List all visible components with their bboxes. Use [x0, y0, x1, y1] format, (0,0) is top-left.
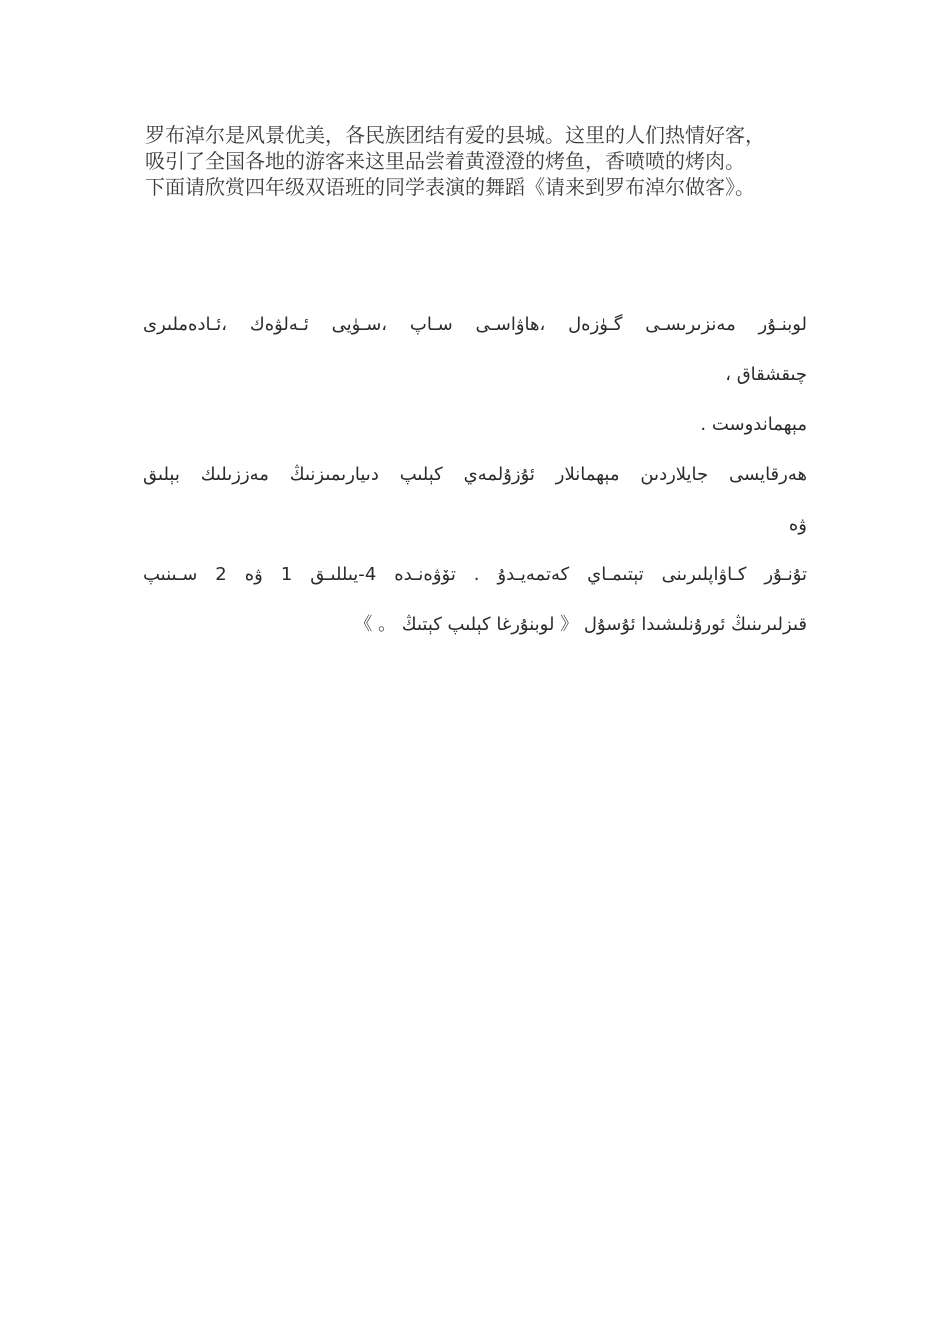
uyghur-line-2: چىقشقاق ،	[725, 364, 807, 385]
uyghur-line-6: تۇنـۇر كـاۋاپلىرىنى تېتىمـاي كەتمەيـدۇ . تۆۋەنـدە 4-يىللىـق 1 ۋە 2 سـىنىپ	[143, 564, 808, 585]
chinese-line-1: 罗布淖尔是风景优美，各民族团结有爱的县城。这里的人们热情好客，	[145, 123, 765, 147]
uyghur-paragraph	[143, 305, 807, 655]
chinese-line-3: 下面请欣赏四年级双语班的同学表演的舞蹈《请来到罗布淖尔做客》。	[145, 175, 755, 199]
uyghur-line-4: ھەرقايسى جايلاردىن مېھمانلار ئۇزۇلمەي كېلىپ دىيارىمىزنىڭ مەززىلىك بېلىق	[143, 464, 807, 485]
uyghur-line-1: لوبنـۇر مەنزىرىسـى گـۈزەل ،ھاۋاسـى سـاپ ،سـۈيى ئـەلۋەك ،ئـادەملىرى	[143, 314, 807, 335]
chinese-paragraph	[145, 122, 835, 200]
chinese-line-2: 吸引了全国各地的游客来这里品尝着黄澄澄的烤鱼，香喷喷的烤肉。	[145, 149, 745, 173]
uyghur-line-7: قىزلىرىنىڭ ئورۇنلىشىدا ئۇسۇل 《 لوبنۇرغا كېلىپ كېتىڭ 。 》	[354, 614, 807, 635]
uyghur-line-5: ۋە	[788, 514, 807, 535]
uyghur-line-3: مېھماندوست .	[700, 414, 807, 435]
